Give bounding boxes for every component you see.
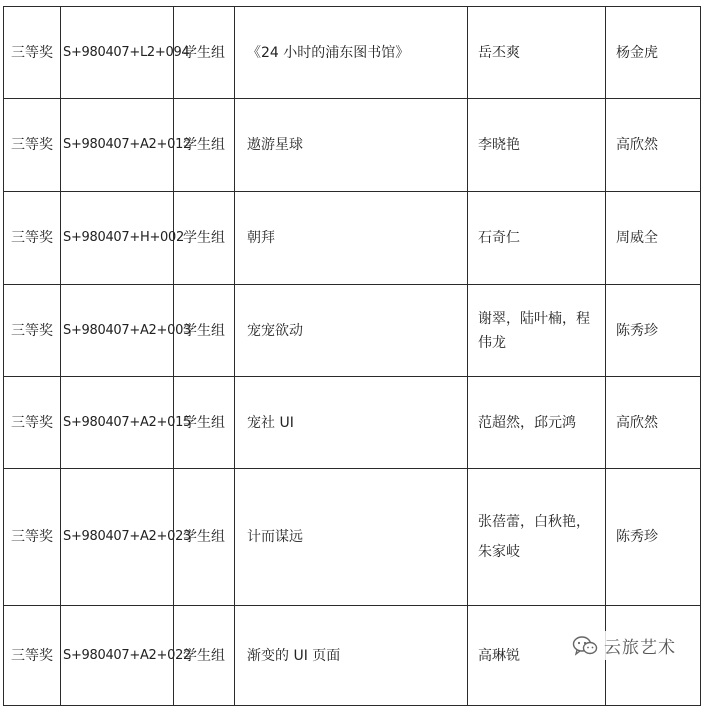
title-cell: 《24 小时的浦东图书馆》 [235,7,468,99]
authors-cell: 范超然，邱元鸿 [468,377,606,469]
authors-cell: 张蓓蕾，白秋艳，朱家岐 [468,469,606,606]
advisor-cell: 高欣然 [606,99,701,192]
award-cell: 三等奖 [4,192,61,285]
advisor-cell: 陈秀珍 [606,469,701,606]
table-row [4,192,701,285]
group-cell: 学生组 [174,377,235,469]
group-cell: 学生组 [174,7,235,99]
group-cell: 学生组 [174,192,235,285]
code-cell: S+980407+A2+012 [61,99,174,192]
award-cell: 三等奖 [4,7,61,99]
awards-table [3,6,701,706]
authors-cell: 高琳锐 [468,606,606,706]
award-cell: 三等奖 [4,99,61,192]
title-cell: 渐变的 UI 页面 [235,606,468,706]
code-cell: S+980407+A2+003 [61,285,174,377]
code-cell: S+980407+L2+094 [61,7,174,99]
award-cell: 三等奖 [4,285,61,377]
wechat-icon [572,635,598,657]
advisor-cell: 周威全 [606,192,701,285]
group-cell: 学生组 [174,469,235,606]
group-cell: 学生组 [174,285,235,377]
authors-cell: 石奇仁 [468,192,606,285]
table-row [4,99,701,192]
authors-cell: 谢翠，陆叶楠，程伟龙 [468,285,606,377]
table-row [4,7,701,99]
group-cell: 学生组 [174,606,235,706]
award-cell: 三等奖 [4,606,61,706]
title-cell: 遨游星球 [235,99,468,192]
title-cell: 宠社 UI [235,377,468,469]
advisor-cell: 杨金虎 [606,7,701,99]
group-cell: 学生组 [174,99,235,192]
award-cell: 三等奖 [4,377,61,469]
title-cell: 朝拜 [235,192,468,285]
table-row [4,469,701,606]
advisor-cell: 高欣然 [606,377,701,469]
code-cell: S+980407+A2+015 [61,377,174,469]
advisor-cell: 陈秀珍 [606,285,701,377]
watermark-text: 云旅艺术 [604,638,676,658]
authors-cell: 岳丕爽 [468,7,606,99]
title-cell: 宠宠欲动 [235,285,468,377]
table-row [4,377,701,469]
authors-cell: 李晓艳 [468,99,606,192]
watermark [568,631,680,660]
code-cell: S+980407+A2+022 [61,606,174,706]
code-cell: S+980407+A2+023 [61,469,174,606]
title-cell: 计而谋远 [235,469,468,606]
table-row [4,285,701,377]
code-cell: S+980407+H+002 [61,192,174,285]
award-cell: 三等奖 [4,469,61,606]
